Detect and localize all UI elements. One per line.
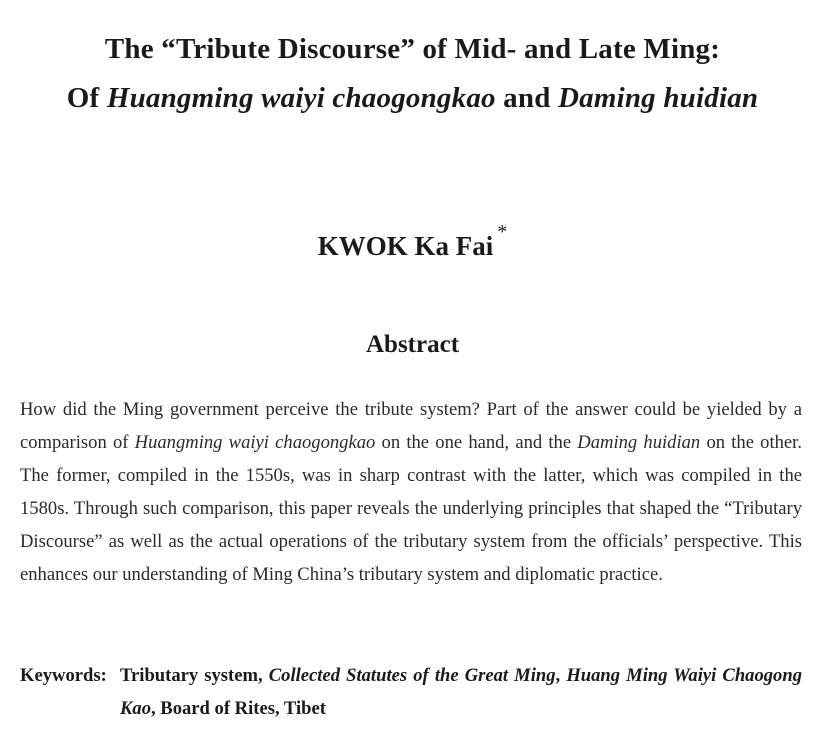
keyword-collected-statutes: Collected Statutes of the Great Ming bbox=[268, 665, 556, 686]
title-italic-daming: Daming huidian bbox=[558, 82, 759, 114]
abstract-italic-huangming: Huangming waiyi chaogongkao bbox=[134, 432, 376, 453]
abstract-text-2: on the one hand, and the bbox=[375, 432, 578, 453]
title-and: and bbox=[495, 82, 558, 114]
keyword-huang-ming-waiyi: Huang Ming Waiyi Chaogong Kao bbox=[120, 665, 802, 719]
abstract-text-1: How did the Ming government perceive the tribute system? Part of the answer could be yielded by a comparison of bbox=[20, 399, 802, 453]
keywords-label: Keywords: bbox=[20, 665, 107, 686]
keyword-tributary-system: Tributary system, bbox=[120, 665, 263, 686]
author-footnote-mark[interactable]: * bbox=[497, 221, 508, 243]
keyword-rest: , Board of Rites, Tibet bbox=[151, 698, 326, 719]
author-name: KWOK Ka Fai bbox=[317, 231, 494, 261]
title-text-1: The “Tribute Discourse” of Mid- and Late Ming: bbox=[104, 33, 721, 65]
title-italic-huangming: Huangming waiyi chaogongkao bbox=[106, 82, 496, 114]
abstract-text-3: on the other. The former, compiled in the 1550s, was in sharp contrast with the latter, which was compiled in the 1580s. Through such comparison, this paper reveals the underlying principles that shaped the “Tributary Discourse” as well as the actual operations of the tributary system from the officials’ perspective. This enhances our understanding of Ming China’s tributary system and diplomatic practice. bbox=[20, 432, 802, 585]
title-line-1 bbox=[0, 24, 825, 74]
abstract-body bbox=[20, 393, 802, 591]
keywords-list bbox=[120, 659, 802, 725]
keyword-separator: , bbox=[555, 665, 561, 686]
abstract-italic-daming: Daming huidian bbox=[577, 432, 701, 453]
keywords-block bbox=[20, 659, 802, 725]
title-prefix: Of bbox=[66, 82, 107, 114]
author-line bbox=[0, 221, 825, 266]
abstract-heading: Abstract bbox=[365, 331, 460, 358]
title-line-2 bbox=[0, 73, 825, 123]
